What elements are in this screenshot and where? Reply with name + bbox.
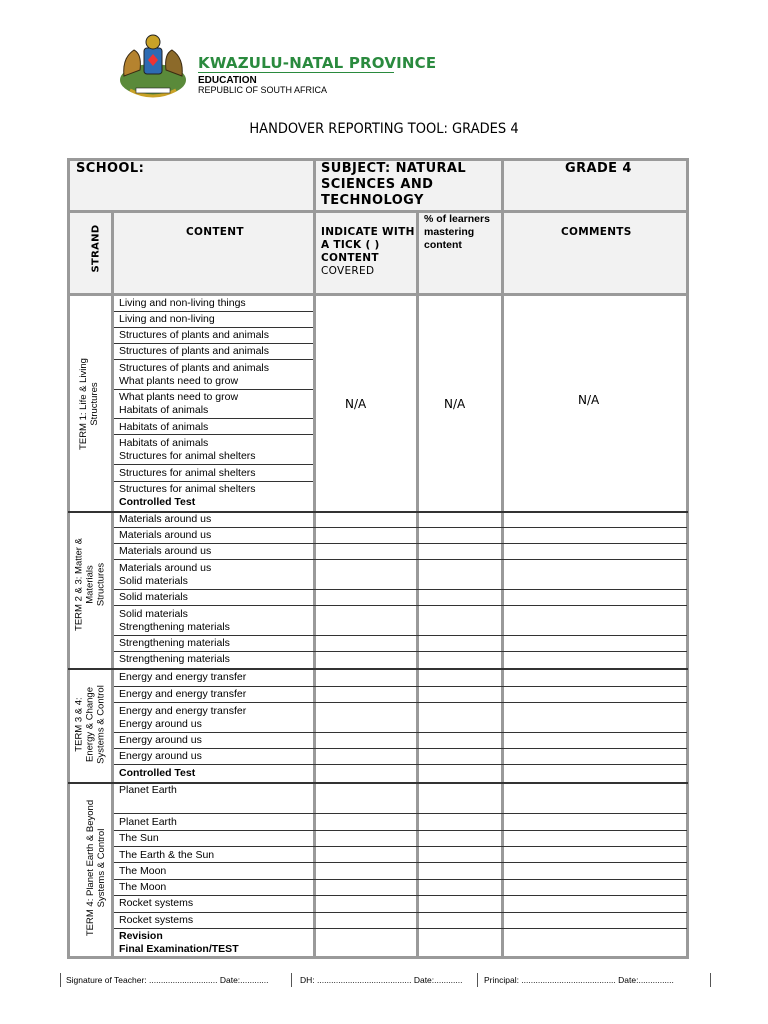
content-cell: Strengthening materials: [119, 637, 230, 649]
content-header: CONTENT: [186, 226, 244, 238]
content-cell: Structures for animal shelters: [119, 467, 256, 479]
signature-footer: [60, 975, 712, 989]
row-line: [114, 359, 313, 360]
row-line: [114, 912, 687, 913]
na-indicate: N/A: [345, 397, 367, 411]
indicate-header: INDICATE WITH A TICK ( ) CONTENT COVERED: [321, 226, 415, 277]
content-cell: Controlled Test: [119, 767, 196, 779]
principal-signature-line: Principal: ........................................ Date:...............: [484, 975, 674, 985]
content-cell: Solid materials: [119, 591, 188, 603]
na-percent: N/A: [444, 397, 466, 411]
content-cell: What plants need to grow Habitats of animals: [119, 391, 239, 416]
content-cell: Revision Final Examination/TEST: [119, 930, 239, 955]
content-cell: Structures of plants and animals: [119, 329, 269, 341]
content-cell: Energy and energy transfer: [119, 688, 247, 700]
content-cell: Energy around us: [119, 734, 202, 746]
row-line: [114, 481, 313, 482]
table-left-border: [67, 158, 70, 959]
footer-separator: [60, 973, 61, 987]
row-line: [114, 559, 687, 560]
row-line: [114, 830, 687, 831]
school-label: SCHOOL:: [76, 161, 145, 176]
strand-term-3-4: TERM 3 & 4: Energy & Change Systems & Control: [73, 685, 107, 764]
content-cell: Planet Earth: [119, 784, 177, 796]
row-line: [114, 813, 687, 814]
footer-separator: [477, 973, 478, 987]
row-line: [114, 879, 687, 880]
row-line: [114, 543, 687, 544]
strand-header: STRAND: [90, 224, 102, 273]
footer-separator: [291, 973, 292, 987]
content-cell: Solid materials Strengthening materials: [119, 608, 230, 633]
comments-header: COMMENTS: [561, 226, 632, 238]
row-line: [114, 928, 687, 929]
content-cell: Strengthening materials: [119, 653, 230, 665]
row-line: [114, 846, 687, 847]
content-cell: Structures of plants and animals: [119, 345, 269, 357]
row-line: [114, 605, 687, 606]
content-cell: The Moon: [119, 881, 167, 893]
percent-header: % of learners mastering content: [424, 213, 490, 251]
content-cell: The Moon: [119, 865, 167, 877]
content-cell: Energy and energy transfer Energy around us: [119, 705, 247, 730]
content-cell: Structures of plants and animals What plants need to grow: [119, 362, 269, 387]
row-line: [114, 702, 687, 703]
province-name: KWAZULU-NATAL PROVINCE: [198, 54, 437, 72]
content-cell: Habitats of animals Structures for animal shelters: [119, 437, 256, 462]
content-cell: Living and non-living: [119, 313, 215, 325]
row-line: [114, 764, 687, 765]
subject-label: SUBJECT: NATURAL SCIENCES AND TECHNOLOGY: [321, 161, 467, 208]
na-comments: N/A: [578, 393, 600, 407]
content-cell: The Earth & the Sun: [119, 849, 215, 861]
row-line: [114, 895, 687, 896]
document-title: HANDOVER REPORTING TOOL: GRADES 4: [249, 121, 519, 137]
row-line: [114, 862, 687, 863]
strand-term-1: TERM 1: Life & Living Structures: [78, 358, 100, 450]
row-line: [114, 418, 313, 419]
content-cell: Energy and energy transfer: [119, 671, 247, 683]
country-name: REPUBLIC OF SOUTH AFRICA: [198, 85, 328, 95]
body-divider-line: [67, 293, 689, 296]
grade-label: GRADE 4: [565, 161, 632, 176]
teacher-signature-line: Signature of Teacher: ............................. Date:............: [66, 975, 269, 985]
row-line: [114, 651, 687, 652]
content-cell: Energy around us: [119, 750, 202, 762]
content-cell: Living and non-living things: [119, 297, 246, 309]
footer-separator: [710, 973, 711, 987]
strand-term-2-3: TERM 2 & 3: Matter & Materials Structures: [73, 538, 107, 631]
content-cell: Rocket systems: [119, 897, 194, 909]
row-line: [114, 464, 313, 465]
department-name: EDUCATION: [198, 75, 257, 86]
row-line: [114, 327, 313, 328]
content-cell: Materials around us: [119, 545, 212, 557]
content-cell: Materials around us: [119, 529, 212, 541]
content-cell: The Sun: [119, 832, 159, 844]
row-line: [114, 748, 687, 749]
row-line: [114, 343, 313, 344]
row-line: [114, 389, 313, 390]
row-line: [114, 434, 313, 435]
row-line: [114, 732, 687, 733]
row-line: [114, 527, 687, 528]
header-divider-line: [67, 210, 689, 213]
row-line: [114, 635, 687, 636]
content-cell: Materials around us Solid materials: [119, 562, 212, 587]
dh-signature-line: DH: ........................................ Date:............: [300, 975, 463, 985]
term-separator: [68, 668, 688, 670]
strand-term-4: TERM 4: Planet Earth & Beyond Systems & Control: [85, 799, 107, 937]
row-line: [114, 589, 687, 590]
content-cell: Rocket systems: [119, 914, 194, 926]
content-cell: Habitats of animals: [119, 421, 209, 433]
row-line: [114, 311, 313, 312]
content-cell: Planet Earth: [119, 816, 177, 828]
content-cell: Materials around us: [119, 513, 212, 525]
row-line: [114, 686, 687, 687]
table-bottom-border: [67, 956, 689, 959]
content-cell: Structures for animal shelters Controlled Test: [119, 483, 256, 508]
